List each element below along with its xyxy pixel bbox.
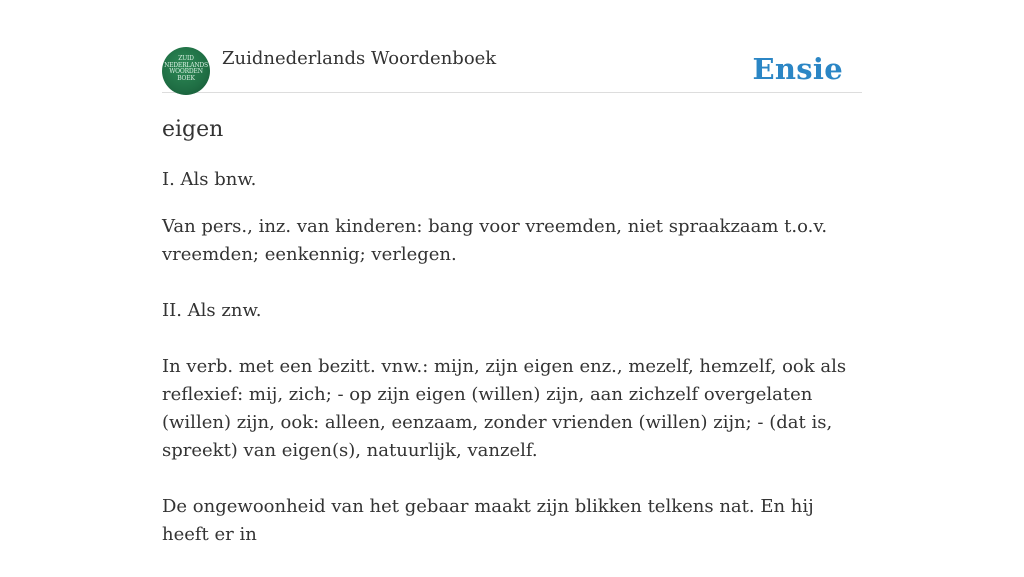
logo-line: ZUID (178, 55, 194, 62)
entry-paragraph: Van pers., inz. van kinderen: bang voor vreemden, niet spraakzaam t.o.v. vreemden; eenkennig; verlegen. (162, 216, 828, 265)
logo-line: WOORDEN (169, 68, 203, 75)
site-header (162, 46, 862, 93)
entry-paragraph: In verb. met een bezitt. vnw.: mijn, zijn eigen enz., mezelf, hemzelf, ook als reflexief: mij, zich; - op zijn eigen (willen) zijn, aan zichzelf overgelaten (willen) zijn, ook: alleen, eenzaam, zonder vrienden (willen) zijn; - (dat is, spreekt) van eigen(s), natuurlijk, vanzelf. (162, 356, 847, 461)
dictionary-logo[interactable] (162, 47, 210, 95)
logo-wordmark (162, 56, 210, 82)
entry-content (162, 114, 862, 577)
entry-title: eigen (162, 117, 224, 142)
logo-line: BOEK (177, 74, 195, 82)
entry-paragraph: II. Als znw. (162, 300, 262, 321)
logo-line: NEDERLANDS (164, 61, 208, 69)
dictionary-name-link[interactable]: Zuidnederlands Woordenboek (222, 48, 497, 69)
ensie-brand-logo[interactable]: Ensie (752, 52, 843, 86)
entry-paragraph: De ongewoonheid van het gebaar maakt zijn blikken telkens nat. En hij heeft er in (162, 496, 814, 545)
entry-paragraph: I. Als bnw. (162, 169, 257, 190)
